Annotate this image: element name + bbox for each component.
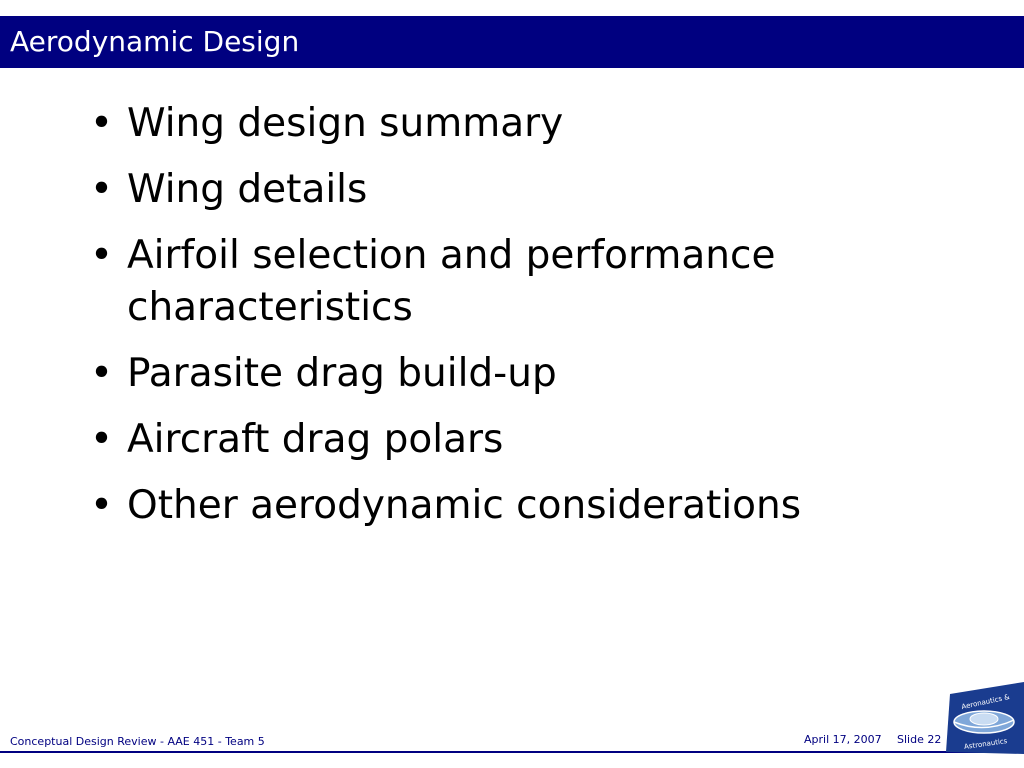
- bullet-dot: •: [90, 167, 114, 212]
- bullet-text: Parasite drag build-up: [127, 351, 557, 396]
- footer-slide-number: Slide 22: [897, 733, 942, 746]
- bullet-dot: •: [90, 483, 114, 528]
- bullet-item: [90, 98, 990, 150]
- bullet-text: Wing design summary: [127, 101, 564, 146]
- title-bar: [0, 16, 1024, 68]
- svg-text:Aeronautics &: Aeronautics &: [960, 693, 1011, 712]
- bullet-dot: •: [90, 233, 114, 278]
- bullet-text: Wing details: [127, 167, 368, 212]
- slide-title: Aerodynamic Design: [10, 25, 300, 58]
- bullet-item: [90, 230, 990, 334]
- bullet-item: [90, 414, 990, 466]
- aeronautics-astronautics-logo-icon: [940, 682, 1024, 754]
- bullet-text: Aircraft drag polars: [127, 417, 504, 462]
- svg-text:Astronautics: Astronautics: [963, 737, 1008, 752]
- footer-divider: [0, 751, 1024, 753]
- bullet-dot: •: [90, 417, 114, 462]
- bullet-item: [90, 348, 990, 400]
- bullet-item: [90, 480, 990, 532]
- bullet-dot: •: [90, 101, 114, 146]
- footer-presentation-title: Conceptual Design Review - AAE 451 - Team 5: [10, 735, 265, 748]
- bullet-item: [90, 164, 990, 216]
- bullet-list: [90, 98, 990, 546]
- bullet-dot: •: [90, 351, 114, 396]
- footer-date: April 17, 2007: [804, 733, 882, 746]
- bullet-text: Airfoil selection and performance characteristics: [127, 233, 776, 330]
- bullet-text: Other aerodynamic considerations: [127, 483, 802, 528]
